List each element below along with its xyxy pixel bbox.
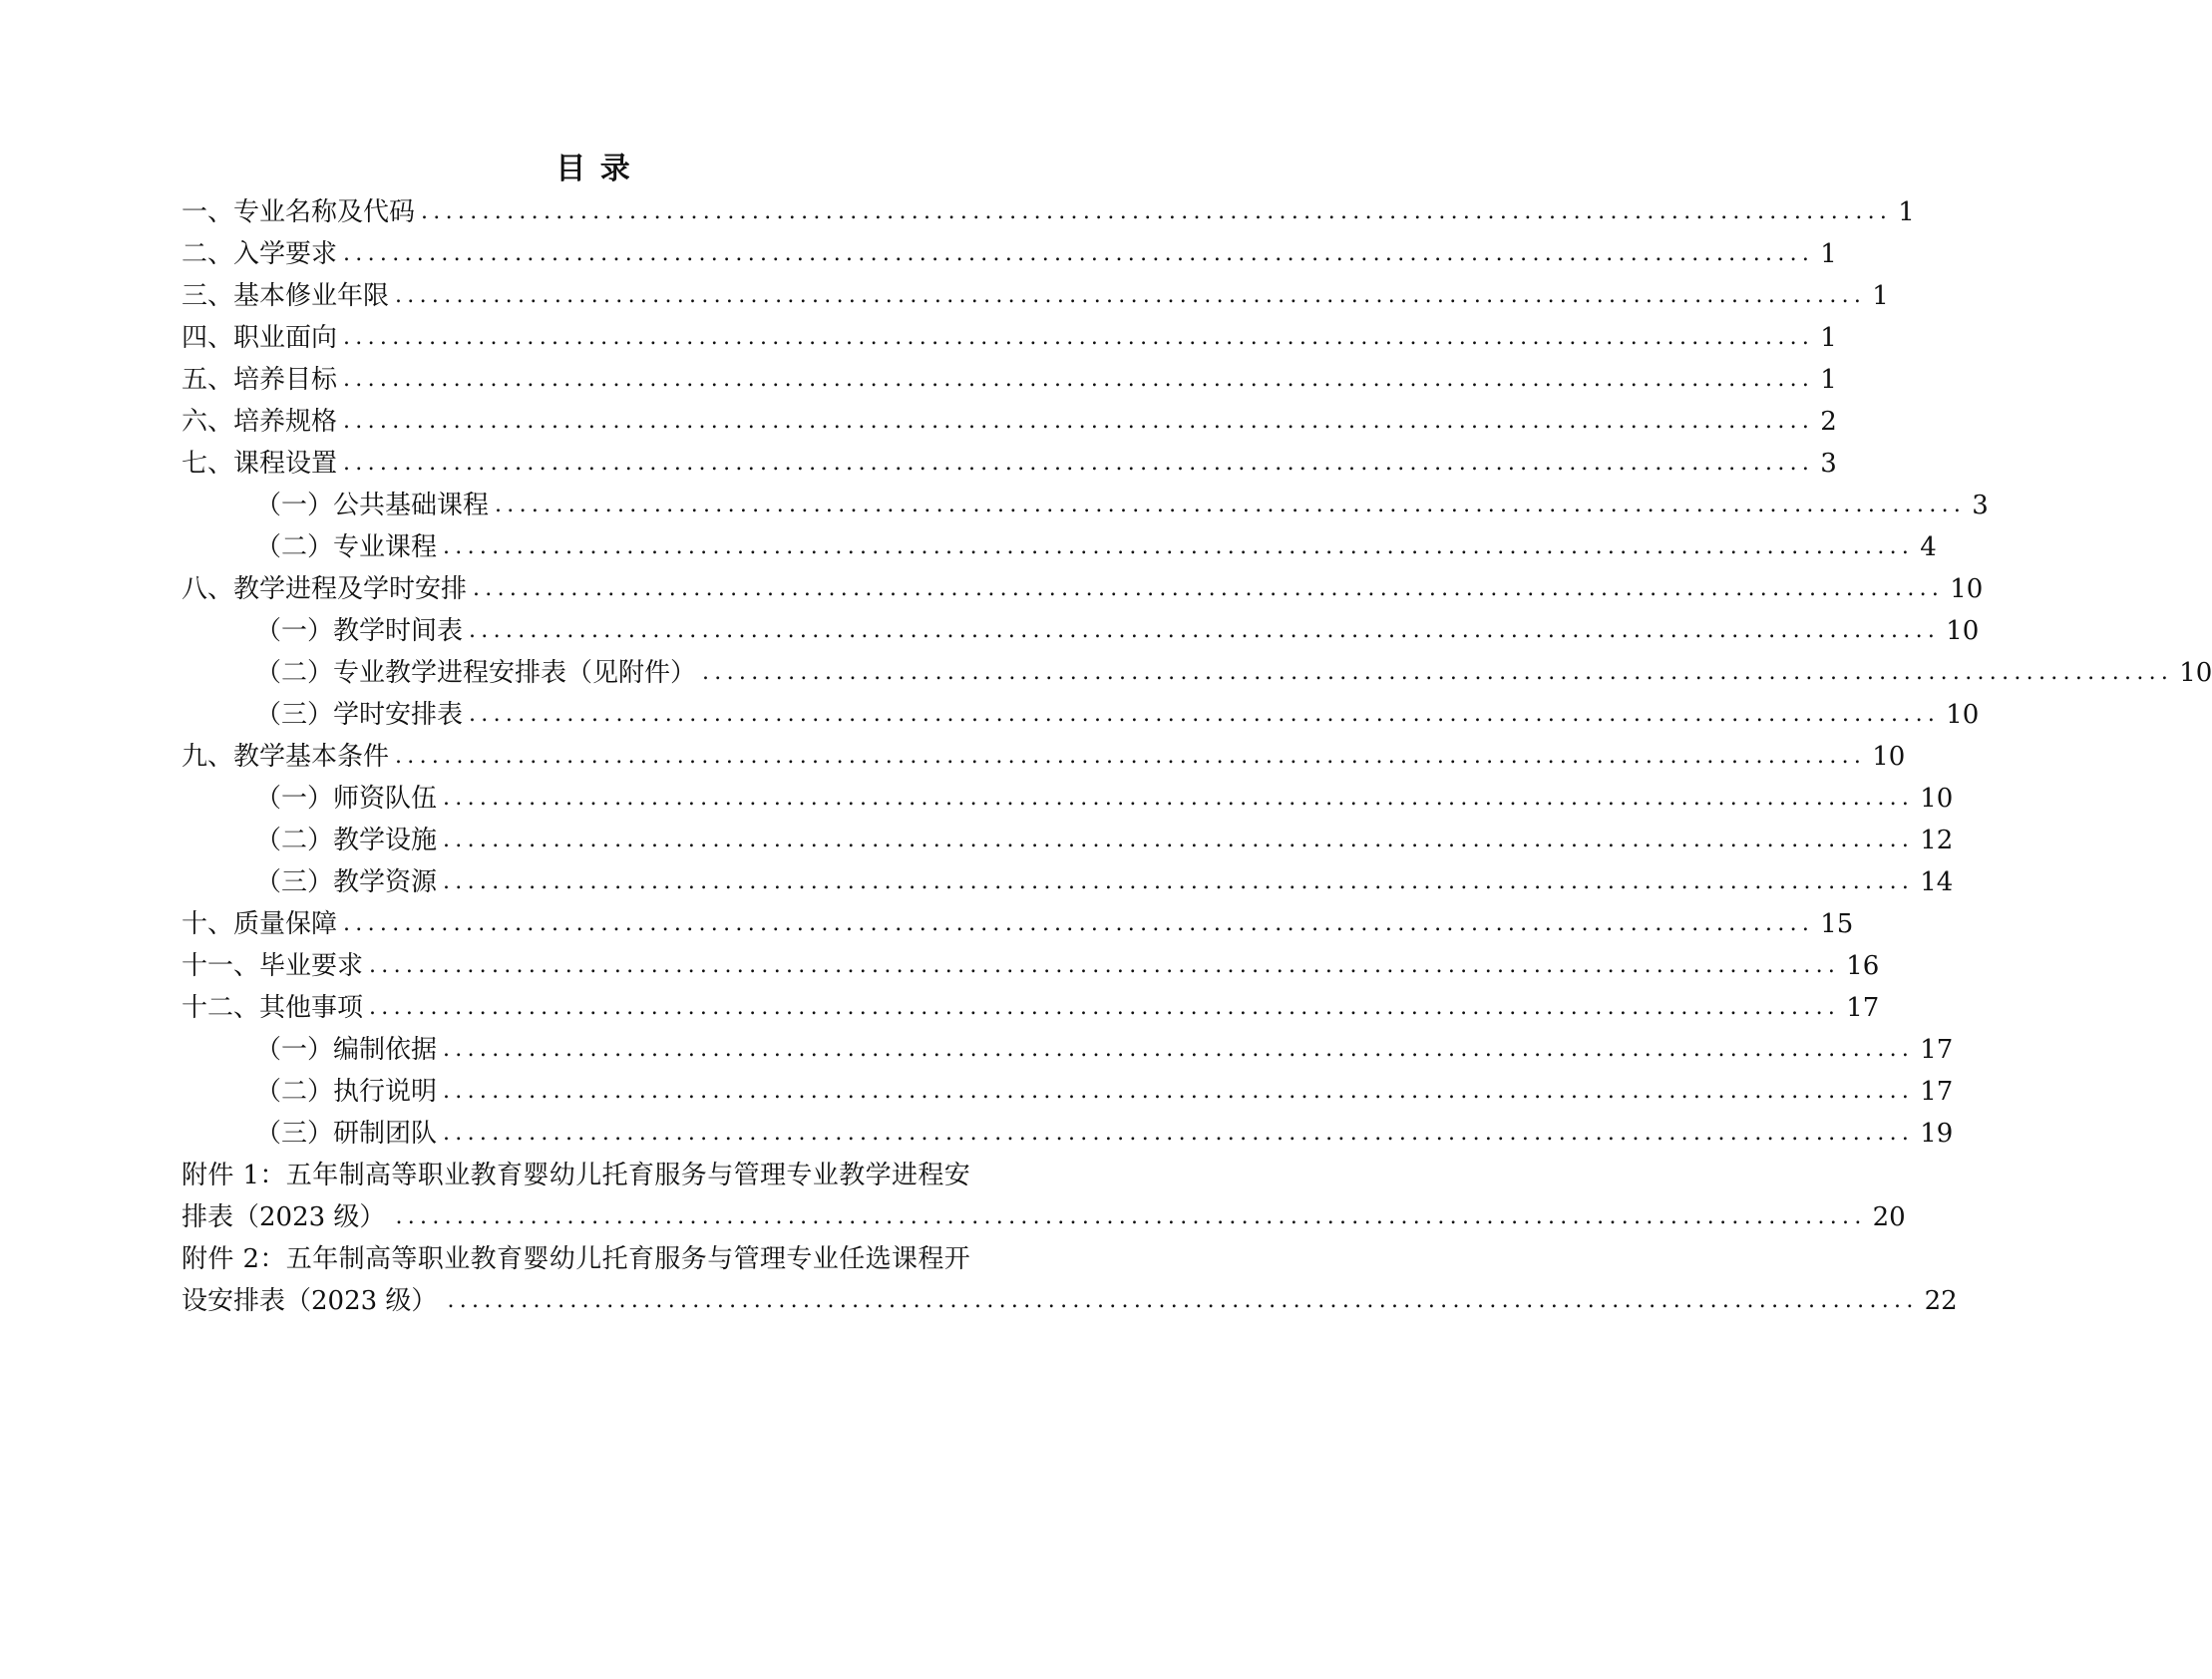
toc-leader-dots: ........................................................................................................................ xyxy=(343,409,1815,434)
toc-leader-dots: ........................................................................................................................ xyxy=(469,702,1941,727)
toc-leader-dots: ........................................................................................................................ xyxy=(495,493,1967,517)
toc-entry[interactable] xyxy=(182,1029,1954,1071)
page-title: 目 录 xyxy=(555,152,632,186)
toc-entry-label: （一）教学时间表 xyxy=(255,616,464,646)
toc-entry-label: 五、培养目标 xyxy=(182,365,338,395)
toc-entry-label: （三）研制团队 xyxy=(255,1119,438,1149)
toc-entry[interactable] xyxy=(182,1113,1954,1155)
toc-leader-dots: ........................................................................................................................ xyxy=(395,744,1867,769)
toc-page-number: 10 xyxy=(1950,574,1984,604)
toc-page-number: 4 xyxy=(1920,532,1937,562)
toc-entry[interactable] xyxy=(182,778,1954,820)
toc-leader-dots: ........................................................................................................................ xyxy=(473,576,1945,601)
toc-entry[interactable] xyxy=(182,736,1906,778)
toc-page-number: 3 xyxy=(1820,449,1837,479)
toc-entry-label: 三、基本修业年限 xyxy=(182,281,390,311)
toc-appendix-label: 排表（2023 级） xyxy=(182,1202,386,1232)
toc-entry-label: 九、教学基本条件 xyxy=(182,742,390,772)
toc-page-number: 17 xyxy=(1920,1035,1954,1065)
toc-entry[interactable] xyxy=(182,652,2212,694)
table-of-contents xyxy=(182,191,2212,1322)
toc-entry[interactable] xyxy=(182,233,1837,275)
toc-page-number: 10 xyxy=(1920,784,1954,814)
toc-page-number: 20 xyxy=(1872,1202,1906,1232)
toc-page-number: 1 xyxy=(1820,239,1837,269)
toc-entry-label: 八、教学进程及学时安排 xyxy=(182,574,468,604)
toc-leader-dots: ........................................................................................................................ xyxy=(343,451,1815,476)
toc-leader-dots: ........................................................................................................................ xyxy=(343,367,1815,392)
toc-page-number: 22 xyxy=(1924,1286,1958,1316)
toc-appendix-title-line1: 附件 1：五年制高等职业教育婴幼儿托育服务与管理专业教学进程安 xyxy=(182,1161,971,1190)
toc-page-number: 10 xyxy=(1872,742,1906,772)
toc-entry[interactable] xyxy=(182,401,1837,443)
toc-leader-dots: ........................................................................................................................ xyxy=(443,869,1915,894)
toc-leader-dots: ........................................................................................................................ xyxy=(343,911,1815,936)
toc-page-number: 10 xyxy=(1946,700,1980,730)
toc-page-number: 17 xyxy=(1920,1077,1954,1107)
toc-entry[interactable] xyxy=(182,610,1980,652)
toc-page-number: 2 xyxy=(1820,407,1837,437)
toc-appendix-label: 设安排表（2023 级） xyxy=(182,1286,438,1316)
toc-entry-label: 十一、毕业要求 xyxy=(182,951,364,981)
toc-leader-dots: ........................................................................................................................ xyxy=(395,1204,1867,1229)
toc-entry-label: （三）教学资源 xyxy=(255,867,438,897)
toc-entry-label: 四、职业面向 xyxy=(182,323,338,353)
toc-entry[interactable] xyxy=(182,526,1937,568)
toc-entry-label: 十二、其他事项 xyxy=(182,993,364,1023)
toc-appendix-title-line2 xyxy=(182,1196,1906,1238)
toc-page-number: 1 xyxy=(1872,281,1889,311)
toc-entry-label: 二、入学要求 xyxy=(182,239,338,269)
toc-leader-dots: ........................................................................................................................ xyxy=(369,995,1841,1020)
toc-page-number: 1 xyxy=(1820,323,1837,353)
toc-leader-dots: ........................................................................................................................ xyxy=(369,953,1841,978)
toc-page-number: 10 xyxy=(2179,658,2212,688)
toc-page-number: 10 xyxy=(1946,616,1980,646)
toc-page-number: 12 xyxy=(1920,826,1954,855)
toc-page-number: 15 xyxy=(1820,909,1854,939)
toc-entry-label: （一）编制依据 xyxy=(255,1035,438,1065)
toc-entry-label: （一）公共基础课程 xyxy=(255,491,490,520)
toc-leader-dots: ........................................................................................................................ xyxy=(702,660,2174,685)
toc-appendix-entry[interactable] xyxy=(182,1238,1958,1322)
toc-page-number: 14 xyxy=(1920,867,1954,897)
toc-entry-label: 六、培养规格 xyxy=(182,407,338,437)
toc-entry[interactable] xyxy=(182,694,1980,736)
toc-leader-dots: ........................................................................................................................ xyxy=(469,618,1941,643)
toc-appendix-entry[interactable] xyxy=(182,1155,1906,1238)
toc-entry-label: （二）执行说明 xyxy=(255,1077,438,1107)
toc-entry[interactable] xyxy=(182,1071,1954,1113)
toc-leader-dots: ........................................................................................................................ xyxy=(343,241,1815,266)
toc-entry-label: （二）专业课程 xyxy=(255,532,438,562)
toc-leader-dots: ........................................................................................................................ xyxy=(395,283,1867,308)
toc-page-number: 16 xyxy=(1846,951,1880,981)
toc-entry[interactable] xyxy=(182,317,1837,359)
toc-page-number: 3 xyxy=(1972,491,1989,520)
toc-entry[interactable] xyxy=(182,987,1880,1029)
toc-leader-dots: ........................................................................................................................ xyxy=(443,828,1915,852)
toc-leader-dots: ........................................................................................................................ xyxy=(343,325,1815,350)
toc-leader-dots: ........................................................................................................................ xyxy=(443,1121,1915,1146)
toc-leader-dots: ........................................................................................................................ xyxy=(443,1037,1915,1062)
toc-entry[interactable] xyxy=(182,945,1880,987)
toc-leader-dots: ........................................................................................................................ xyxy=(443,534,1915,559)
toc-appendix-title-line1: 附件 2：五年制高等职业教育婴幼儿托育服务与管理专业任选课程开 xyxy=(182,1244,971,1274)
toc-entry[interactable] xyxy=(182,903,1854,945)
toc-entry[interactable] xyxy=(182,359,1837,401)
toc-page-number: 1 xyxy=(1898,197,1915,227)
toc-entry[interactable] xyxy=(182,861,1954,903)
toc-appendix-title-line2 xyxy=(182,1280,1958,1322)
toc-page-number: 17 xyxy=(1846,993,1880,1023)
toc-entry-label: （一）师资队伍 xyxy=(255,784,438,814)
toc-entry[interactable] xyxy=(182,275,1889,317)
toc-entry-label: （二）专业教学进程安排表（见附件） xyxy=(255,658,697,688)
toc-entry-label: （三）学时安排表 xyxy=(255,700,464,730)
toc-entry-label: 七、课程设置 xyxy=(182,449,338,479)
toc-leader-dots: ........................................................................................................................ xyxy=(421,199,1893,224)
toc-entry-label: 一、专业名称及代码 xyxy=(182,197,416,227)
toc-entry[interactable] xyxy=(182,568,1984,610)
toc-entry[interactable] xyxy=(182,485,1989,526)
toc-leader-dots: ........................................................................................................................ xyxy=(443,786,1915,811)
toc-entry-label: （二）教学设施 xyxy=(255,826,438,855)
toc-entry-label: 十、质量保障 xyxy=(182,909,338,939)
toc-leader-dots: ........................................................................................................................ xyxy=(443,1079,1915,1104)
toc-leader-dots: ........................................................................................................................ xyxy=(447,1288,1919,1313)
toc-entry[interactable] xyxy=(182,443,1837,485)
toc-page-number: 1 xyxy=(1820,365,1837,395)
toc-entry[interactable] xyxy=(182,820,1954,861)
toc-page-number: 19 xyxy=(1920,1119,1954,1149)
toc-entry[interactable] xyxy=(182,191,1915,233)
